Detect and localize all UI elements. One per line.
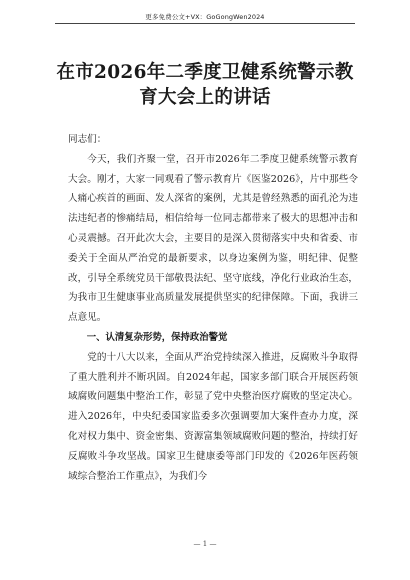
intro-paragraph: 今天，我们齐聚一堂，召开市2026年二季度卫健系统警示教育大会。刚才，大家一同观看了警示教育片《医鉴2026》，片中那些令人痛心疾首的画面、发人深省的案例，尤其是曾经熟悉的面孔沦为违法违纪者的惨痛结局，相信给每一位同志都带来了极大的思想冲击和心灵震撼。召开此次大会，主要目的是深入贯彻落实中央和省委、市委关于全面从严治党的最新要求，以身边案例为鉴，明纪律、促整改，引导全系统党员干部敬畏法纪、坚守底线，净化行业政治生态，为我市卫生健康事业高质量发展提供坚实的纪律保障。下面，我讲三点意见。 [68,153,358,324]
document-body [68,130,358,486]
salutation: 同志们： [68,134,107,145]
section-heading: 一、认清复杂形势，保持政治警觉 [86,331,228,343]
header-divider [55,23,355,24]
page-number: — 1 — [193,540,217,548]
section-paragraph: 党的十八大以来，全面从严治党持续深入推进，反腐败斗争取得了重大胜利并不断巩固。自2024年起，国家多部门联合开展医药领域腐败问题集中整治工作，彰显了党中央整治医疗腐败的坚定决心。进入2026年，中央纪委国家监委多次强调要加大案件查办力度，深化对权力集中、资金密集、资源富集领域腐败问题的整治，持续打好反腐败斗争攻坚战。国家卫生健康委等部门印发的《2026年医药领域综合整治工作重点》，为我们今 [68,351,358,482]
page-header: 更多免费公文+VX：GoGongWen2024 [145,13,265,21]
document-title: 在市2026年二季度卫健系统警示教育大会上的讲话 [56,62,354,108]
